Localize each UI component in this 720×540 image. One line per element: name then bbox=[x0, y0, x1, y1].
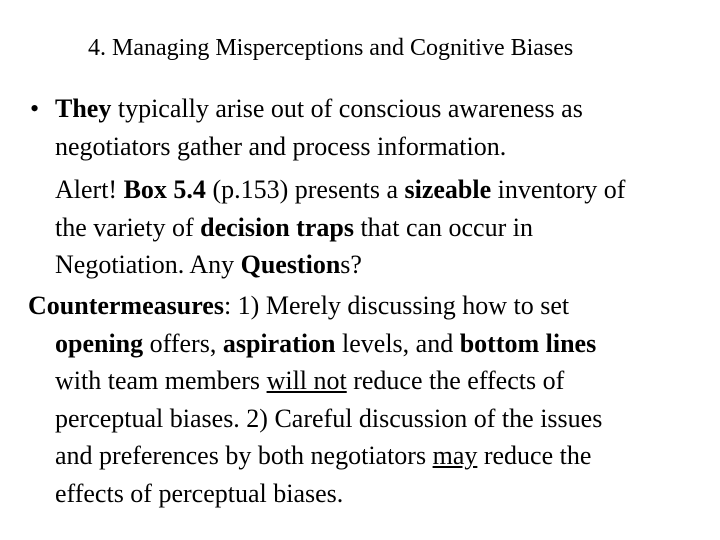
text: : 1) Merely discussing how to set bbox=[223, 291, 570, 320]
bold-text: decision traps bbox=[200, 212, 354, 242]
alert-paragraph bbox=[30, 171, 625, 284]
text: with team members bbox=[55, 366, 267, 395]
bold-text: aspiration bbox=[222, 328, 336, 358]
bullet-line-2: negotiators gather and process information. bbox=[55, 131, 507, 161]
alert-line-3 bbox=[30, 246, 625, 284]
counter-line-1 bbox=[28, 287, 602, 325]
underlined-text: may bbox=[432, 441, 478, 470]
counter-line-5 bbox=[30, 437, 602, 475]
bullet-dot-icon: • bbox=[30, 94, 40, 123]
text: levels, and bbox=[335, 328, 460, 358]
text: (p.153) presents a bbox=[205, 175, 405, 204]
counter-line-2 bbox=[30, 325, 602, 363]
text: s? bbox=[340, 250, 362, 279]
counter-line-6: effects of perceptual biases. bbox=[55, 478, 344, 508]
alert-line-2 bbox=[30, 209, 625, 247]
text: reduce the effects of bbox=[346, 366, 565, 395]
text: typically arise out of conscious awareness as bbox=[111, 94, 583, 123]
text: that can occur in bbox=[353, 212, 533, 242]
alert-line-1 bbox=[30, 171, 625, 209]
bullet-paragraph bbox=[30, 90, 583, 165]
text: offers, bbox=[143, 328, 223, 358]
text: Negotiation. Any bbox=[55, 250, 241, 279]
text: and preferences by both negotiators bbox=[55, 441, 433, 470]
slide-title: 4. Managing Misperceptions and Cognitive Biases bbox=[88, 35, 574, 61]
text: inventory of bbox=[491, 175, 626, 204]
bold-text: They bbox=[55, 94, 112, 123]
bold-text: opening bbox=[55, 328, 144, 358]
bold-text: Question bbox=[240, 250, 341, 279]
counter-line-4: perceptual biases. 2) Careful discussion of the issues bbox=[55, 403, 603, 433]
text: Alert! bbox=[55, 175, 124, 204]
counter-line-3 bbox=[30, 362, 602, 400]
countermeasures-paragraph bbox=[30, 287, 602, 512]
bold-text: Countermeasures bbox=[28, 291, 224, 320]
underlined-text: will not bbox=[266, 366, 347, 395]
text: the variety of bbox=[55, 212, 201, 242]
bullet-line-1 bbox=[30, 90, 583, 128]
bold-text: Box 5.4 bbox=[123, 175, 206, 204]
text: reduce the bbox=[477, 441, 592, 470]
bold-text: sizeable bbox=[404, 175, 492, 204]
bold-text: bottom lines bbox=[459, 328, 597, 358]
